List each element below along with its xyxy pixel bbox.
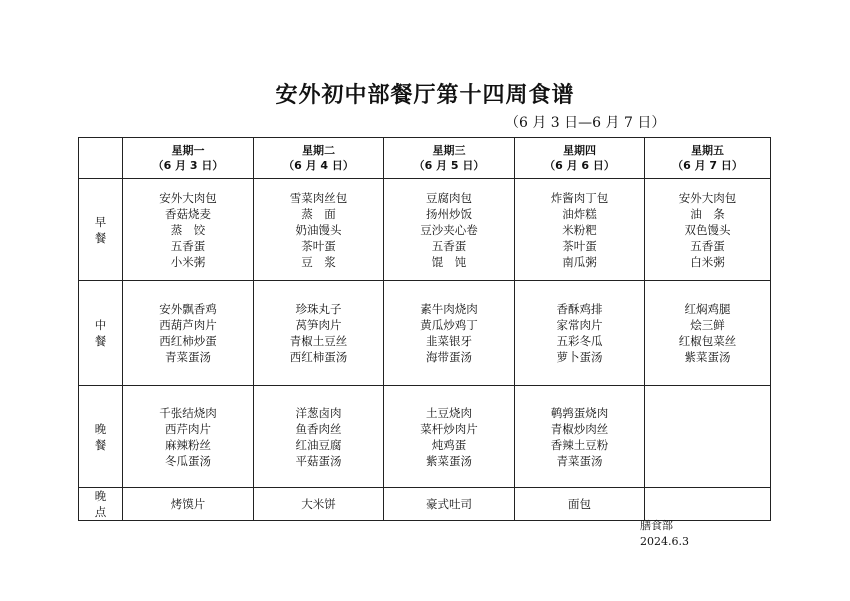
dish-item: 莴笋肉片: [295, 318, 342, 332]
dish-item: 油 条: [690, 206, 725, 221]
dish-item: 素牛肉烧肉: [420, 302, 478, 316]
day-name: 星期五: [691, 144, 724, 157]
dish-item: 安外大肉包: [678, 190, 737, 205]
day-name: 星期三: [432, 144, 466, 157]
page-title: 安外初中部餐厅第十四周食谱: [275, 83, 575, 108]
dish-item: 馄 饨: [431, 254, 467, 269]
menu-cell: [123, 281, 254, 386]
menu-cell: [384, 281, 515, 386]
meal-label-char: 晚: [94, 489, 107, 503]
dish-item: 双色馒头: [684, 222, 731, 237]
dish-item: 五香蛋: [431, 238, 467, 253]
day-name: 星期四: [563, 144, 596, 157]
dish-item: 烩三鲜: [690, 318, 725, 332]
menu-cell: [384, 488, 515, 521]
dish-item: 韭菜银牙: [426, 334, 472, 348]
dish-item: 五香蛋: [170, 238, 206, 253]
date-range: （6 月 3 日—6 月 7 日）: [505, 115, 666, 131]
dish-item: 青菜蛋汤: [165, 350, 211, 364]
menu-cell: [254, 179, 384, 281]
dish-item: 家常肉片: [556, 318, 603, 332]
day-date: （6 月 6 日）: [544, 159, 615, 172]
dish-item: 鹌鹑蛋烧肉: [550, 405, 609, 420]
menu-cell: [123, 179, 254, 281]
menu-cell: [384, 179, 515, 281]
meal-label-char: 晚: [94, 421, 107, 436]
meal-label-char: 早: [94, 214, 107, 229]
day-header-mon: [123, 138, 254, 179]
dish-item: 扬州炒饭: [426, 206, 472, 221]
dish-item: 香酥鸡排: [556, 302, 603, 316]
meal-label-dinner: [79, 386, 123, 488]
dish-item: 红焖鸡腿: [684, 302, 731, 316]
menu-cell: [645, 488, 771, 521]
signature-date: 2024.6.3: [640, 535, 689, 548]
menu-cell: [645, 179, 771, 281]
day-header-wed: [384, 138, 515, 179]
day-name: 星期二: [302, 144, 335, 157]
menu-cell: [515, 179, 645, 281]
day-date: （6 月 4 日）: [283, 159, 354, 172]
dish-item: 五香蛋: [690, 238, 725, 253]
dish-item: 海带蛋汤: [426, 350, 472, 364]
dish-item: 炸酱肉丁包: [550, 190, 609, 205]
snack-row: [79, 488, 771, 521]
meal-label-char: 中: [94, 318, 107, 332]
dish-item: 紫菜蛋汤: [426, 453, 472, 468]
dish-item: 豆腐肉包: [426, 190, 472, 205]
menu-table: [78, 137, 771, 521]
day-date: （6 月 7 日）: [672, 159, 743, 172]
dish-item: 鱼香肉丝: [295, 421, 342, 436]
dish-item: 红椒包菜丝: [678, 334, 737, 348]
dish-item: 西红柿蛋汤: [289, 350, 348, 364]
dish-item: 安外大肉包: [159, 190, 217, 205]
breakfast-row: [79, 179, 771, 281]
dish-item: 土豆烧肉: [426, 405, 472, 420]
day-header-thu: [515, 138, 645, 179]
dish-item: 千张结烧肉: [159, 405, 217, 420]
meal-label-lunch: [79, 281, 123, 386]
dish-item: 白米粥: [690, 254, 725, 269]
dish-item: 雪菜肉丝包: [289, 190, 348, 205]
meal-label-char: 餐: [94, 437, 107, 452]
dish-item: 烤馍片: [170, 497, 206, 511]
dish-item: 青椒土豆丝: [289, 334, 348, 348]
menu-cell: [645, 386, 771, 488]
dish-item: 面包: [568, 497, 591, 511]
meal-label-char: 餐: [94, 334, 107, 348]
dish-item: 黄瓜炒鸡丁: [420, 318, 478, 332]
dish-item: 红油豆腐: [295, 437, 342, 452]
dish-item: 香辣土豆粉: [550, 437, 609, 452]
menu-cell: [254, 386, 384, 488]
menu-cell: [254, 488, 384, 521]
header-row: [79, 138, 771, 179]
menu-cell: [515, 281, 645, 386]
corner-cell: [79, 138, 123, 179]
dish-item: 冬瓜蛋汤: [165, 453, 211, 468]
dish-item: 香菇烧麦: [165, 206, 211, 221]
dish-item: 茶叶蛋: [301, 238, 336, 253]
menu-cell: [645, 281, 771, 386]
dish-item: 西红柿炒蛋: [159, 334, 217, 348]
menu-cell: [515, 386, 645, 488]
dish-item: 西葫芦肉片: [159, 318, 217, 332]
dish-item: 大米饼: [301, 497, 336, 511]
menu-cell: [515, 488, 645, 521]
dish-item: 奶油馒头: [295, 222, 342, 237]
dinner-row: [79, 386, 771, 488]
dish-item: 西芹肉片: [165, 421, 211, 436]
dish-item: 青菜蛋汤: [556, 453, 603, 468]
day-date: （6 月 3 日）: [152, 159, 224, 172]
meal-label-char: 餐: [94, 230, 107, 245]
meal-label-breakfast: [79, 179, 123, 281]
dish-item: 安外飘香鸡: [159, 302, 217, 316]
lunch-row: [79, 281, 771, 386]
dish-item: 油炸糕: [562, 206, 597, 221]
dish-item: 茶叶蛋: [562, 238, 597, 253]
meal-label-char: 点: [94, 505, 107, 519]
dish-item: 紫菜蛋汤: [684, 350, 731, 364]
dish-item: 蒸 面: [301, 206, 336, 221]
day-header-tue: [254, 138, 384, 179]
dish-item: 米粉粑: [562, 222, 597, 237]
dish-item: 菜杆炒肉片: [420, 421, 478, 436]
dish-item: 炖鸡蛋: [431, 437, 467, 452]
day-name: 星期一: [171, 144, 205, 157]
dish-item: 平菇蛋汤: [295, 453, 342, 468]
dish-item: 麻辣粉丝: [165, 437, 211, 452]
day-header-fri: [645, 138, 771, 179]
dish-item: 萝卜蛋汤: [556, 350, 603, 364]
dish-item: 五彩冬瓜: [556, 334, 603, 348]
dish-item: 豆沙夹心卷: [420, 222, 478, 237]
dish-item: 小米粥: [170, 254, 206, 269]
menu-cell: [123, 386, 254, 488]
dish-item: 豆 浆: [301, 254, 336, 269]
dish-item: 洋葱卤肉: [295, 405, 342, 420]
menu-cell: [384, 386, 515, 488]
dish-item: 珍珠丸子: [295, 302, 342, 316]
day-date: （6 月 5 日）: [413, 159, 485, 172]
dish-item: 南瓜粥: [562, 254, 597, 269]
menu-cell: [123, 488, 254, 521]
menu-cell: [254, 281, 384, 386]
dish-item: 青椒炒肉丝: [550, 421, 609, 436]
dish-item: 豪式吐司: [426, 497, 472, 511]
meal-label-snack: [79, 488, 123, 521]
department-signature: 膳食部: [640, 519, 673, 532]
dish-item: 蒸 饺: [170, 222, 206, 237]
